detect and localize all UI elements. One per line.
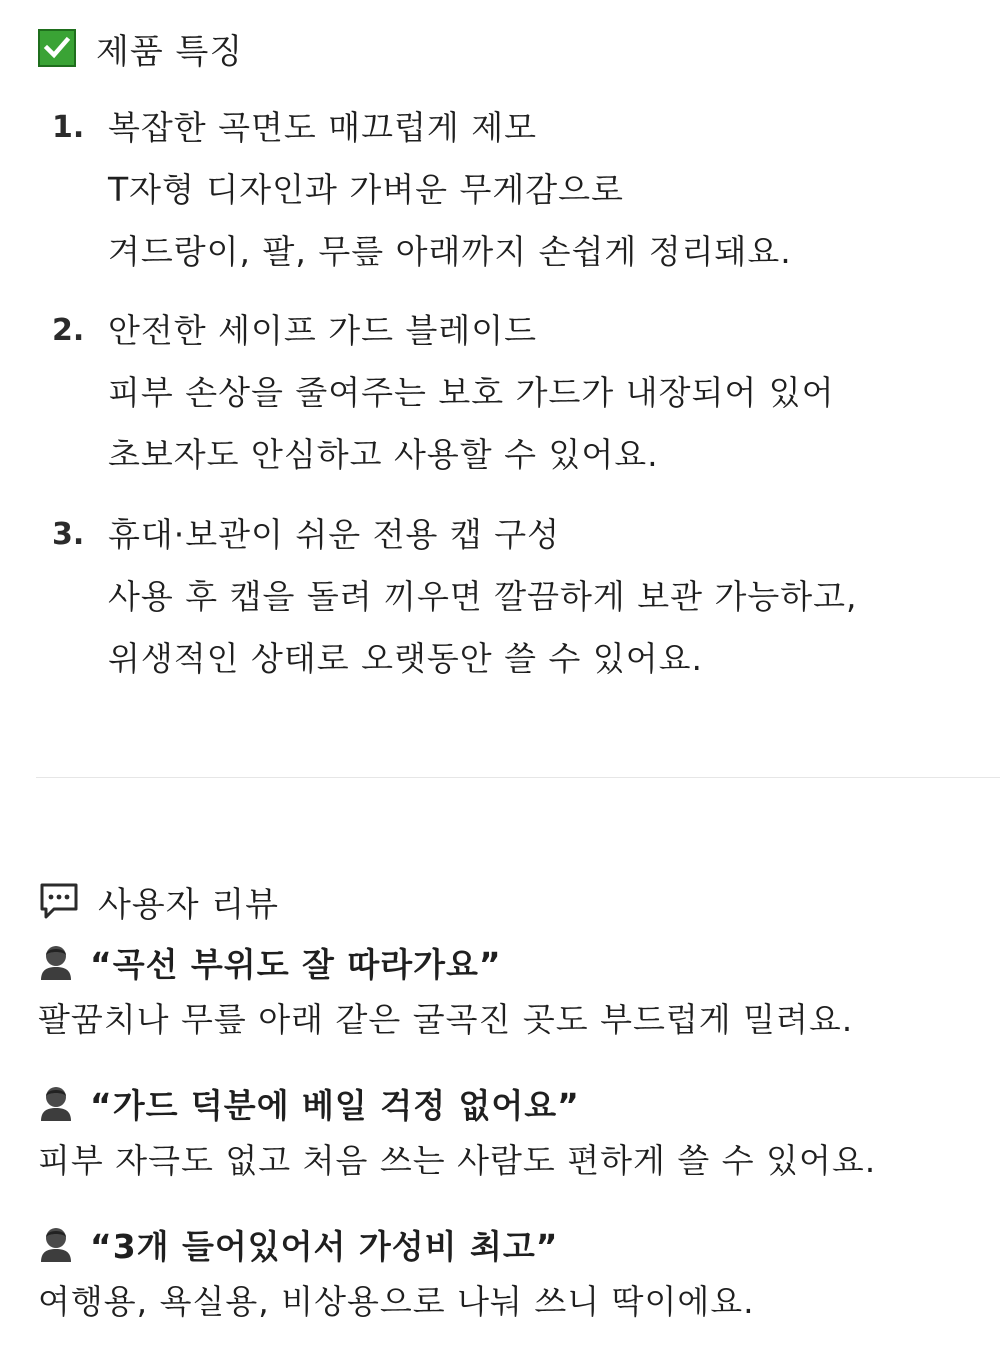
feature-number: 2.: [52, 313, 85, 348]
reviews-title: 사용자 리뷰: [98, 884, 280, 925]
review-body: 피부 자극도 없고 처음 쓰는 사람도 편하게 쓸 수 있어요.: [38, 1141, 877, 1180]
feature-number: 3.: [52, 517, 85, 552]
review-body: 팔꿈치나 무릎 아래 같은 굴곡진 곳도 부드럽게 밀려요.: [38, 1000, 854, 1039]
feature-description-line: 사용 후 캡을 돌려 끼우면 깔끔하게 보관 가능하고,: [108, 577, 858, 616]
review-body: 여행용, 욕실용, 비상용으로 나눠 쓰니 딱이에요.: [38, 1282, 755, 1321]
review-item: [38, 1222, 755, 1324]
feature-description-line: 위생적인 상태로 오랫동안 쓸 수 있어요.: [108, 639, 703, 678]
features-title: 제품 특징: [96, 31, 244, 72]
feature-description-line: 겨드랑이, 팔, 무릎 아래까지 손쉽게 정리돼요.: [108, 232, 792, 271]
feature-description-line: 피부 손상을 줄여주는 보호 가드가 내장되어 있어: [108, 373, 835, 412]
feature-headline: 안전한 세이프 가드 블레이드: [108, 311, 538, 350]
person-icon: [38, 1084, 74, 1122]
feature-description-line: T자형 디자인과 가벼운 무게감으로: [108, 170, 624, 209]
feature-number: 1.: [52, 110, 85, 145]
feature-headline: 복잡한 곡면도 매끄럽게 제모: [108, 108, 538, 147]
review-item: [38, 1081, 876, 1183]
section-divider: [36, 777, 1000, 778]
review-quote: “3개 들어있어서 가성비 최고”: [90, 1226, 559, 1266]
features-header: [38, 26, 243, 70]
review-quote: “곡선 부위도 잘 따라가요”: [90, 944, 502, 984]
feature-headline: 휴대·보관이 쉬운 전용 캡 구성: [108, 515, 560, 554]
reviews-header: [38, 878, 279, 924]
review-quote: “가드 덕분에 베일 걱정 없어요”: [90, 1085, 580, 1125]
review-item: [38, 940, 853, 1042]
person-icon: [38, 943, 74, 981]
check-box-icon: [38, 29, 76, 67]
person-icon: [38, 1225, 74, 1263]
feature-description-line: 초보자도 안심하고 사용할 수 있어요.: [108, 435, 659, 474]
speech-bubble-icon: [38, 881, 80, 921]
